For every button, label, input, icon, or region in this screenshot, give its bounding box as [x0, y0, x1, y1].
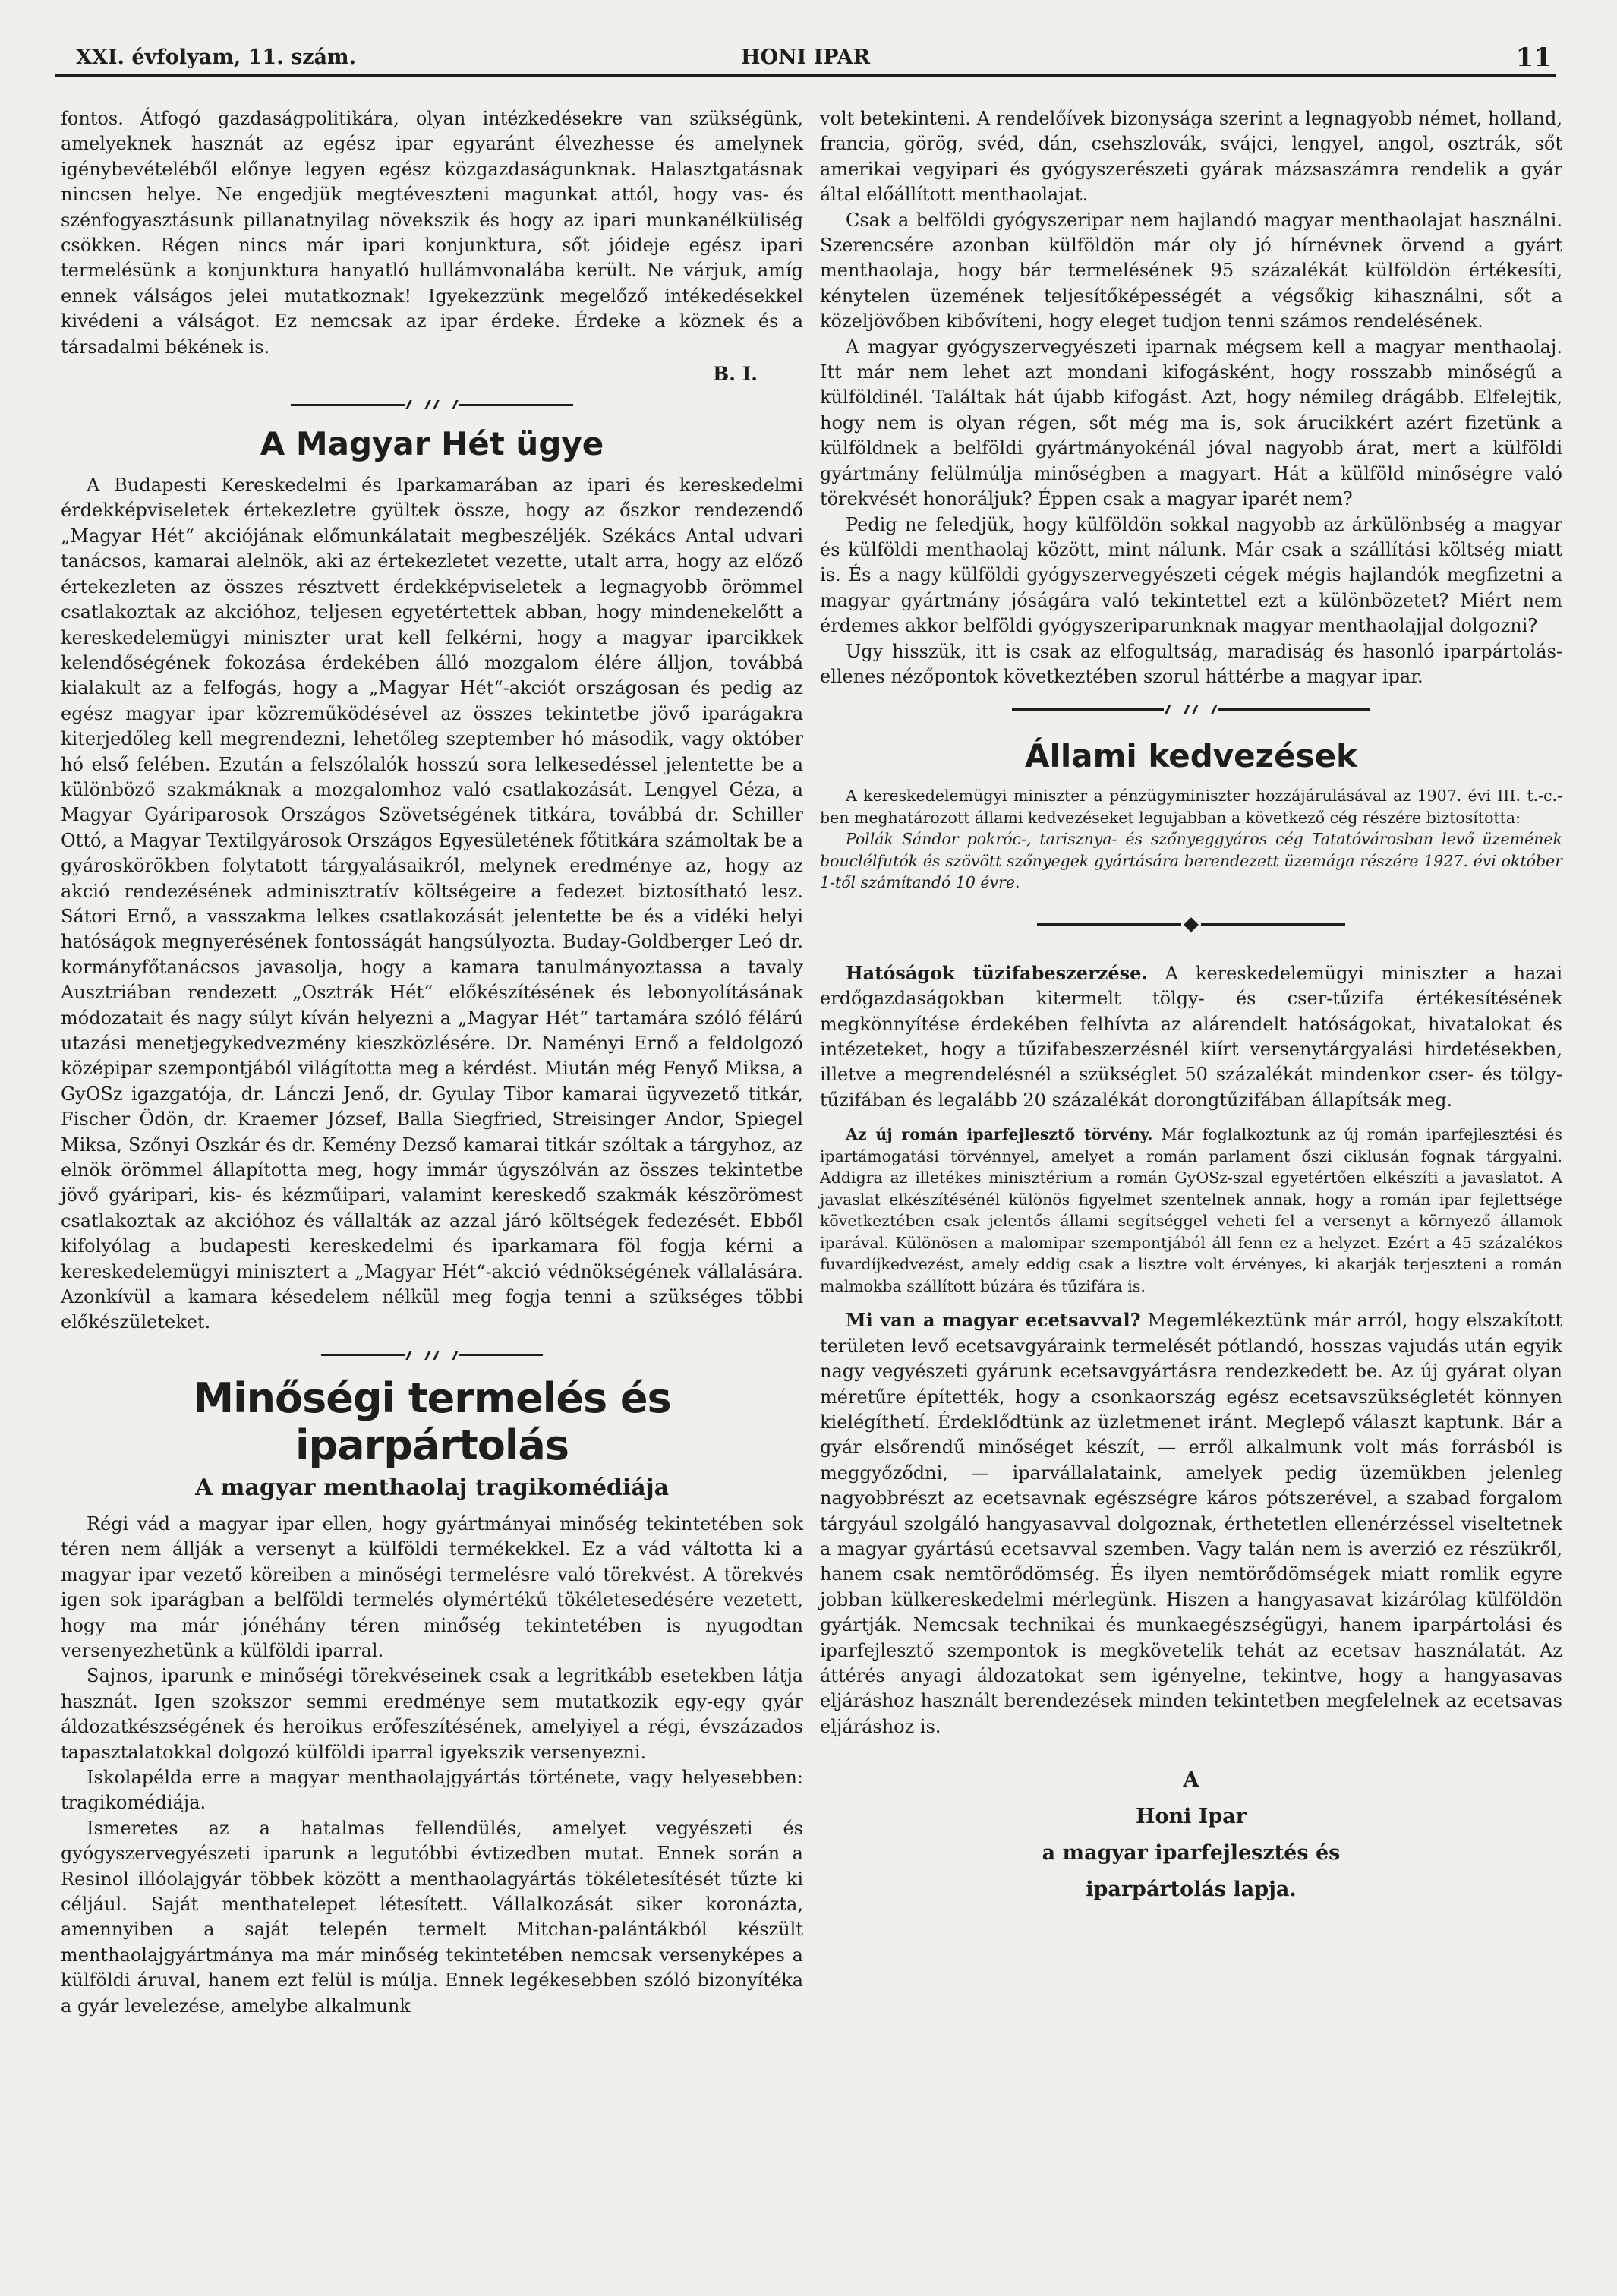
section-ornament [820, 919, 1562, 930]
note-run-in: Mi van a magyar ecetsavval? [846, 1309, 1141, 1332]
continuation-paragraph: volt betekinteni. A rendelőívek bizonysága szerint a legnagyobb német, holland, francia, görög, svéd, dán, csehszlovák, svájci, lengyel, angol, osztrák, sőt amerikai vegyipari és gyógyszerészeti gyárak mázsaszámra rendelik a gyár által előállított menthaolajat. [820, 108, 1562, 206]
magyar-het-body: A Budapesti Kereskedelmi és Iparkamarában az ipari és kereskedelmi érdekképviseletek értekezletre gyültek össze, hogy az őszkor rendezendő „Magyar Hét“ akciójának előmunkálatait megbeszéljék. Székács Antal udvari tanácsos, kamarai alelnök, aki az értekezletet vezette, utalt arra, hogy az előző értekezleten az összes résztvett érdekképviseletek a legnagyobb örömmel csatlakoztak az akcióhoz, teljesen egyetértettek abban, hogy mindenekelőtt a kereskedelemügyi miniszter urat kell felkérni, hogy a magyar iparcikkek kelendőségének fokozása érdekében álló mozgalom élére álljon, továbbá kialakult az a felfogás, hogy a „Magyar Hét“-akciót országosan és pedig az egész magyar ipar közreműködésével az összes tekintetbe jövő iparágakra kiterjedőleg kell megrendezni, lehetőleg szeptember hó második, vagy október hó első felében. Ezután a felszólalók hosszú sora lelkesedéssel jelentette be a különböző szakmáknak a mozgalomhoz való csatlakozását. Lengyel Géza, a Magyar Gyáriparosok Országos Szövetségének titkára, továbbá dr. Schiller Ottó, a Magyar Textilgyárosok Országos Egyesületének főtitkára számoltak be a gyároskörökben folytatott tárgyalásaikról, melynek eredménye az, hogy az akció rendezésének adminisztratív költségeire a fedezet biztosítható lesz. Sátori Ernő, a vasszakma lelkes csatlakozását jelentette be és a vidéki helyi hatóságok megnyerésének fontosságát hangsúlyozta. Buday-Goldberger Leó dr. kormányfőtanácsos javasolja, hogy a kamara tanulmányoztassa a tavaly Ausztriában rendezett „Osztrák Hét“ előkészítésének és lebonyolításának módozatait és nagy súlyt kíván helyezni a „Magyar Hét“ tartamára szóló félárú utazási menetjegykedvezmény kieszközlésére. Dr. Naményi Ernő a feldolgozó középipar szempontjából világította meg a kérdést. Miután még Fenyő Miksa, a GyOSz igazgatója, dr. Lánczi Jenő, dr. Gyulay Tibor kamarai ügyvezető titkár, Fischer Ödön, dr. Kraemer József, Balla Siegfried, Streisinger Andor, Spiegel Miksa, Szőnyi Oszkár és dr. Kemény Dezső kamarai titkár szóltak a tárgyhoz, az elnök örömmel állapította meg, hogy immár úgyszólván az összes tekintetbe jövő gyáripari, kis- és kézműipari, valamint kereskedő szakmák készörömest csatlakoztak az akcióhoz és vállalták az azzal járó költségek fedezését. Ebből kifolyólag a budapesti kereskedelmi és iparkamara föl fogja kérni a kereskedelemügyi minisztert a „Magyar Hét“-akció védnökségének vállalására. Azonkívül a kamara késedelem nélkül meg fogja tenni a szükséges többi előkészületeket. [61, 475, 803, 1333]
page-header [55, 43, 1556, 77]
journal-slogan [820, 1762, 1562, 1908]
page-number: 11 [1515, 43, 1552, 73]
allami-body: A kereskedelemügyi miniszter a pénzügyminiszter hozzájárulásával az 1907. évi III. t.-c.-ben meghatározott állami kedvezéseket legujabban a következő cég részére biztosította: [820, 787, 1562, 827]
minosegi-subtitle: A magyar menthaolaj tragikomédiája [194, 1474, 670, 1501]
section-ornament [61, 1351, 803, 1360]
minosegi-paragraph: Iskolapélda erre a magyar menthaolajgyártás története, vagy helyesebben: tragikomédiája. [61, 1766, 803, 1814]
intro-paragraph: fontos. Átfogó gazdaságpolitikára, olyan intézkedésekre van szükségünk, amelyeknek hasznát az egész ipar egyaránt élvezhesse és amelynek igénybevételéből előnye legyen egész közgazdaságunknak. Halasztgatásnak nincsen helye. Ne engedjük megtéveszteni magunkat attól, hogy vas- és szénfogyasztásunk pillanatnyilag növekszik és hogy az ipari munkanélküliség csökken. Régen nincs már ipari konjunktura, sőt jóideje egész ipari termelésünk a konjunktura hanyatló hullámvonalába került. Ne várjuk, amíg ennek válságos jelei mutatkoznak! Igyekezzünk megelőző intékedésekkel kivédeni a válságot. Ez nemcsak az ipar érdeke. Érdeke a köznek és a társadalmi békének is. [61, 108, 803, 358]
section-ornament [61, 400, 803, 409]
journal-title: HONI IPAR [740, 46, 871, 69]
minosegi-paragraph: Ismeretes az a hatalmas fellendülés, amelyet vegyészeti és gyógyszervegyészeti iparunk a legutóbbi évtizedben mutat. Ennek során a Resinol illóolajgyár többek között a menthaolagyártás tökéletesítését tűzte ki céljául. Saját menthatelepet létesített. Vállalkozását siker koronázta, amennyiben a saját telepén termelt Mitchan-palántákból készült menthaolajgyártmánya ma már minőség tekintetében nemcsak versenyképes a külföldi áruval, hanem ezt felül is múlja. Ennek legékesebben szóló bizonyítéka a gyár levelezése, amelybe alkalmunk [61, 1817, 803, 2017]
note-text: A kereskedelemügyi miniszter a hazai erdőgazdaságokban kitermelt tölgy- és cser-tűzifa értékesítésének megkönnyítése érdekében felhívta az alárendelt hatóságokat, hivatalokat és intézeteket, hogy a tűzifabeszerzésnél kiírt versenytárgyalási hirdetésekben, illetve a megrendelésnél a szükséglet 50 százalékát mindenkor cser- és tölgy-tűzifában és legalább 20 százalékát dorongtűzifában állapítsák meg. [820, 962, 1562, 1111]
note-text: Megemlékeztünk már arról, hogy elszakított területen levő ecetsavgyáraink termelését pótlandó, hosszas vajudás után egyik nagy vegyészeti gyárunk ecetsavgyártásra rendezkedett be. Az új gyárat olyan méretűre építették, hogy a csonkaország egész ecetsavszükségletét könnyen kielégíthetí. Érdeklődtünk az üzletmenet iránt. Meglepő választ kaptunk. Bár a gyár elsőrendű minőséget készít, — erről alkalmunk volt más forrásból is meggyőződni, — iparvállalataink, amelyek pedig üzemükben jelenleg nagyobbrészt az ecetsavnak egészségre káros pótszerével, a szabad forgalom tárgyául szolgáló hangyasavval dolgoznak, érthetetlen ellenérzéssel viseltetnek a magyar gyártású ecetsavval szemben. Vagy talán nem is averzió ez részükről, hanem csak nemtörődömség. És ilyen nemtörődömségek miatt romlik egyre jobban külkereskedelmi mérlegünk. Hiszen a hangyasavat kizárólag külföldön gyártják. Nemcsak technikai és munkaegészségügyi, hanem iparpártolási és iparfejlesztő szempontok is megkövetelik tehát az ecetsav használatát. Az áttérés anyagi áldozatokat sem igényelne, tekintve, hogy a hangyasavas eljáráshoz használt berendezések minden tekintetben megfelelnek az ecetsavas eljáráshoz is. [820, 1310, 1563, 1737]
allami-title: Állami kedvezések [1025, 737, 1357, 775]
allami-company: Pollák Sándor pokróc-, tarisznya- és szőnyeggyáros cég Tatatóvárosban levő üzemének bouclélfutók és szövött szőnyegek gyártására berendezett üzemága részére 1927. évi október 1-től számítandó 10 évre. [820, 830, 1562, 892]
signature: B. I. [713, 363, 758, 386]
minosegi-title: Minőségi termelés és iparpártolás [193, 1374, 671, 1469]
slogan-line: A [1183, 1768, 1199, 1793]
continuation-paragraph: Csak a belföldi gyógyszeripar nem hajlandó magyar menthaolajat használni. Szerencsére azonban külföldön már oly jó hírnévnek örvend a gyárt menthaolaja, hogy bár termelésének 95 százalékát külföldön értékesíti, kénytelen üzemének teljesítőképességét a végsőkig kihasználni, sőt a közeljövőben kibővíteni, hogy eleget tudjon tenni számos rendelésének. [820, 209, 1562, 333]
note-paragraph [820, 1307, 1562, 1739]
right-column [820, 106, 1562, 1908]
continuation-paragraph: Ugy hisszük, itt is csak az elfogultság, maradiság és hasonló iparpártolás-ellenes nézőpontok következtében szorul háttérbe a magyar ipar. [820, 640, 1562, 687]
slogan-line: a magyar iparfejlesztés és [1042, 1841, 1341, 1866]
volume-issue: XXI. évfolyam, 11. szám. [76, 46, 356, 69]
note-run-in: Az új román iparfejlesztő törvény. [846, 1125, 1153, 1144]
minosegi-paragraph: Sajnos, iparunk e minőségi törekvéseinek csak a legritkább esetekben látja hasznát. Igen szokszor semmi eredménye sem mutatkozik egy-egy gyár áldozatkészségének és heroikus erőfeszítésének, amelyiyel a régi, évszázados tapasztalatokkal dolgozó külföldi iparral igyekszik versenyezni. [61, 1665, 803, 1763]
header-rule [55, 74, 1556, 77]
magyar-het-title: A Magyar Hét ügye [260, 425, 604, 463]
slogan-line: iparpártolás lapja. [1086, 1878, 1297, 1902]
minosegi-paragraph: Régi vád a magyar ipar ellen, hogy gyártmányai minőség tekintetében sok téren nem állják a versenyt a külföldi termékekkel. Ez a vád váltotta ki a magyar ipar vezető köreiben a minőségi termelésre való törekvést. A törekvés igen sok iparágban a belföldi termelés olymértékű tökéletesedésére vezetett, hogy ma már jónéhány téren minőség tekintetében is nyugodtan versenyezhetünk a külföldi iparral. [61, 1512, 803, 1661]
section-ornament [820, 705, 1562, 714]
left-column [61, 106, 803, 2019]
note-paragraph [820, 960, 1562, 1113]
note-paragraph [820, 1124, 1562, 1297]
continuation-paragraph: Pedig ne feledjük, hogy külföldön sokkal nagyobb az árkülönbség a magyar és külföldi menthaolaj között, mint nálunk. Már csak a szállítási költség miatt is. És a nagy külföldi gyógyszervegyészeti cégek mégis hajlandók megfizetni a magyar gyártmány jóságára való tekintettel ezt a különbözetet? Miért nem érdemes akkor belföldi gyógyszeriparunknak magyar menthaolajjal dolgozni? [820, 513, 1562, 637]
note-run-in: Hatóságok tüzifabeszerzése. [846, 961, 1148, 984]
slogan-line: Honi Ipar [1135, 1805, 1247, 1829]
continuation-paragraph: A magyar gyógyszervegyészeti iparnak mégsem kell a magyar menthaolaj. Itt már nem lehet azt mondani kifogásként, hogy rosszabb minőségű a külföldinél. Találtak hát újabb kifogást. Azt, hogy némileg drágább. Elfelejtik, hogy nem is olyan régen, sőt még ma is, sok árucikkért azért fizetünk a külföldnek a belföldi gyártmányokénál jóval nagyobb árat, mert a külföldi gyártmány felülmúlja minőségben a magyart. Hát a külföld minőségre való törekvését honoráljuk? Éppen csak a magyar iparét nem? [820, 336, 1562, 510]
note-text: Már foglalkoztunk az új román iparfejlesztési és ipartámogatási törvénnyel, amelyet a román parlament őszi ciklusán fognak tárgyalni. Addigra az illetékes minisztérium a román GyOSz-szal egyetértően elkészíti a javaslatot. A javaslat elkészítésénél különös figyelmet szentelnek annak, hogy a román ipar fejlettsége következtében csak jelentős állami segítséggel veheti fel a versenyt a környező államok iparával. Különösen a malomipar szempontjából áll fenn ez a helyzet. Ezért a 45 százalékos fuvardíjkedvezést, amely eddig csak a lisztre volt érvényes, ki akarják terjeszteni a román malmokba szállított búzára és tűzifára is. [820, 1125, 1562, 1295]
